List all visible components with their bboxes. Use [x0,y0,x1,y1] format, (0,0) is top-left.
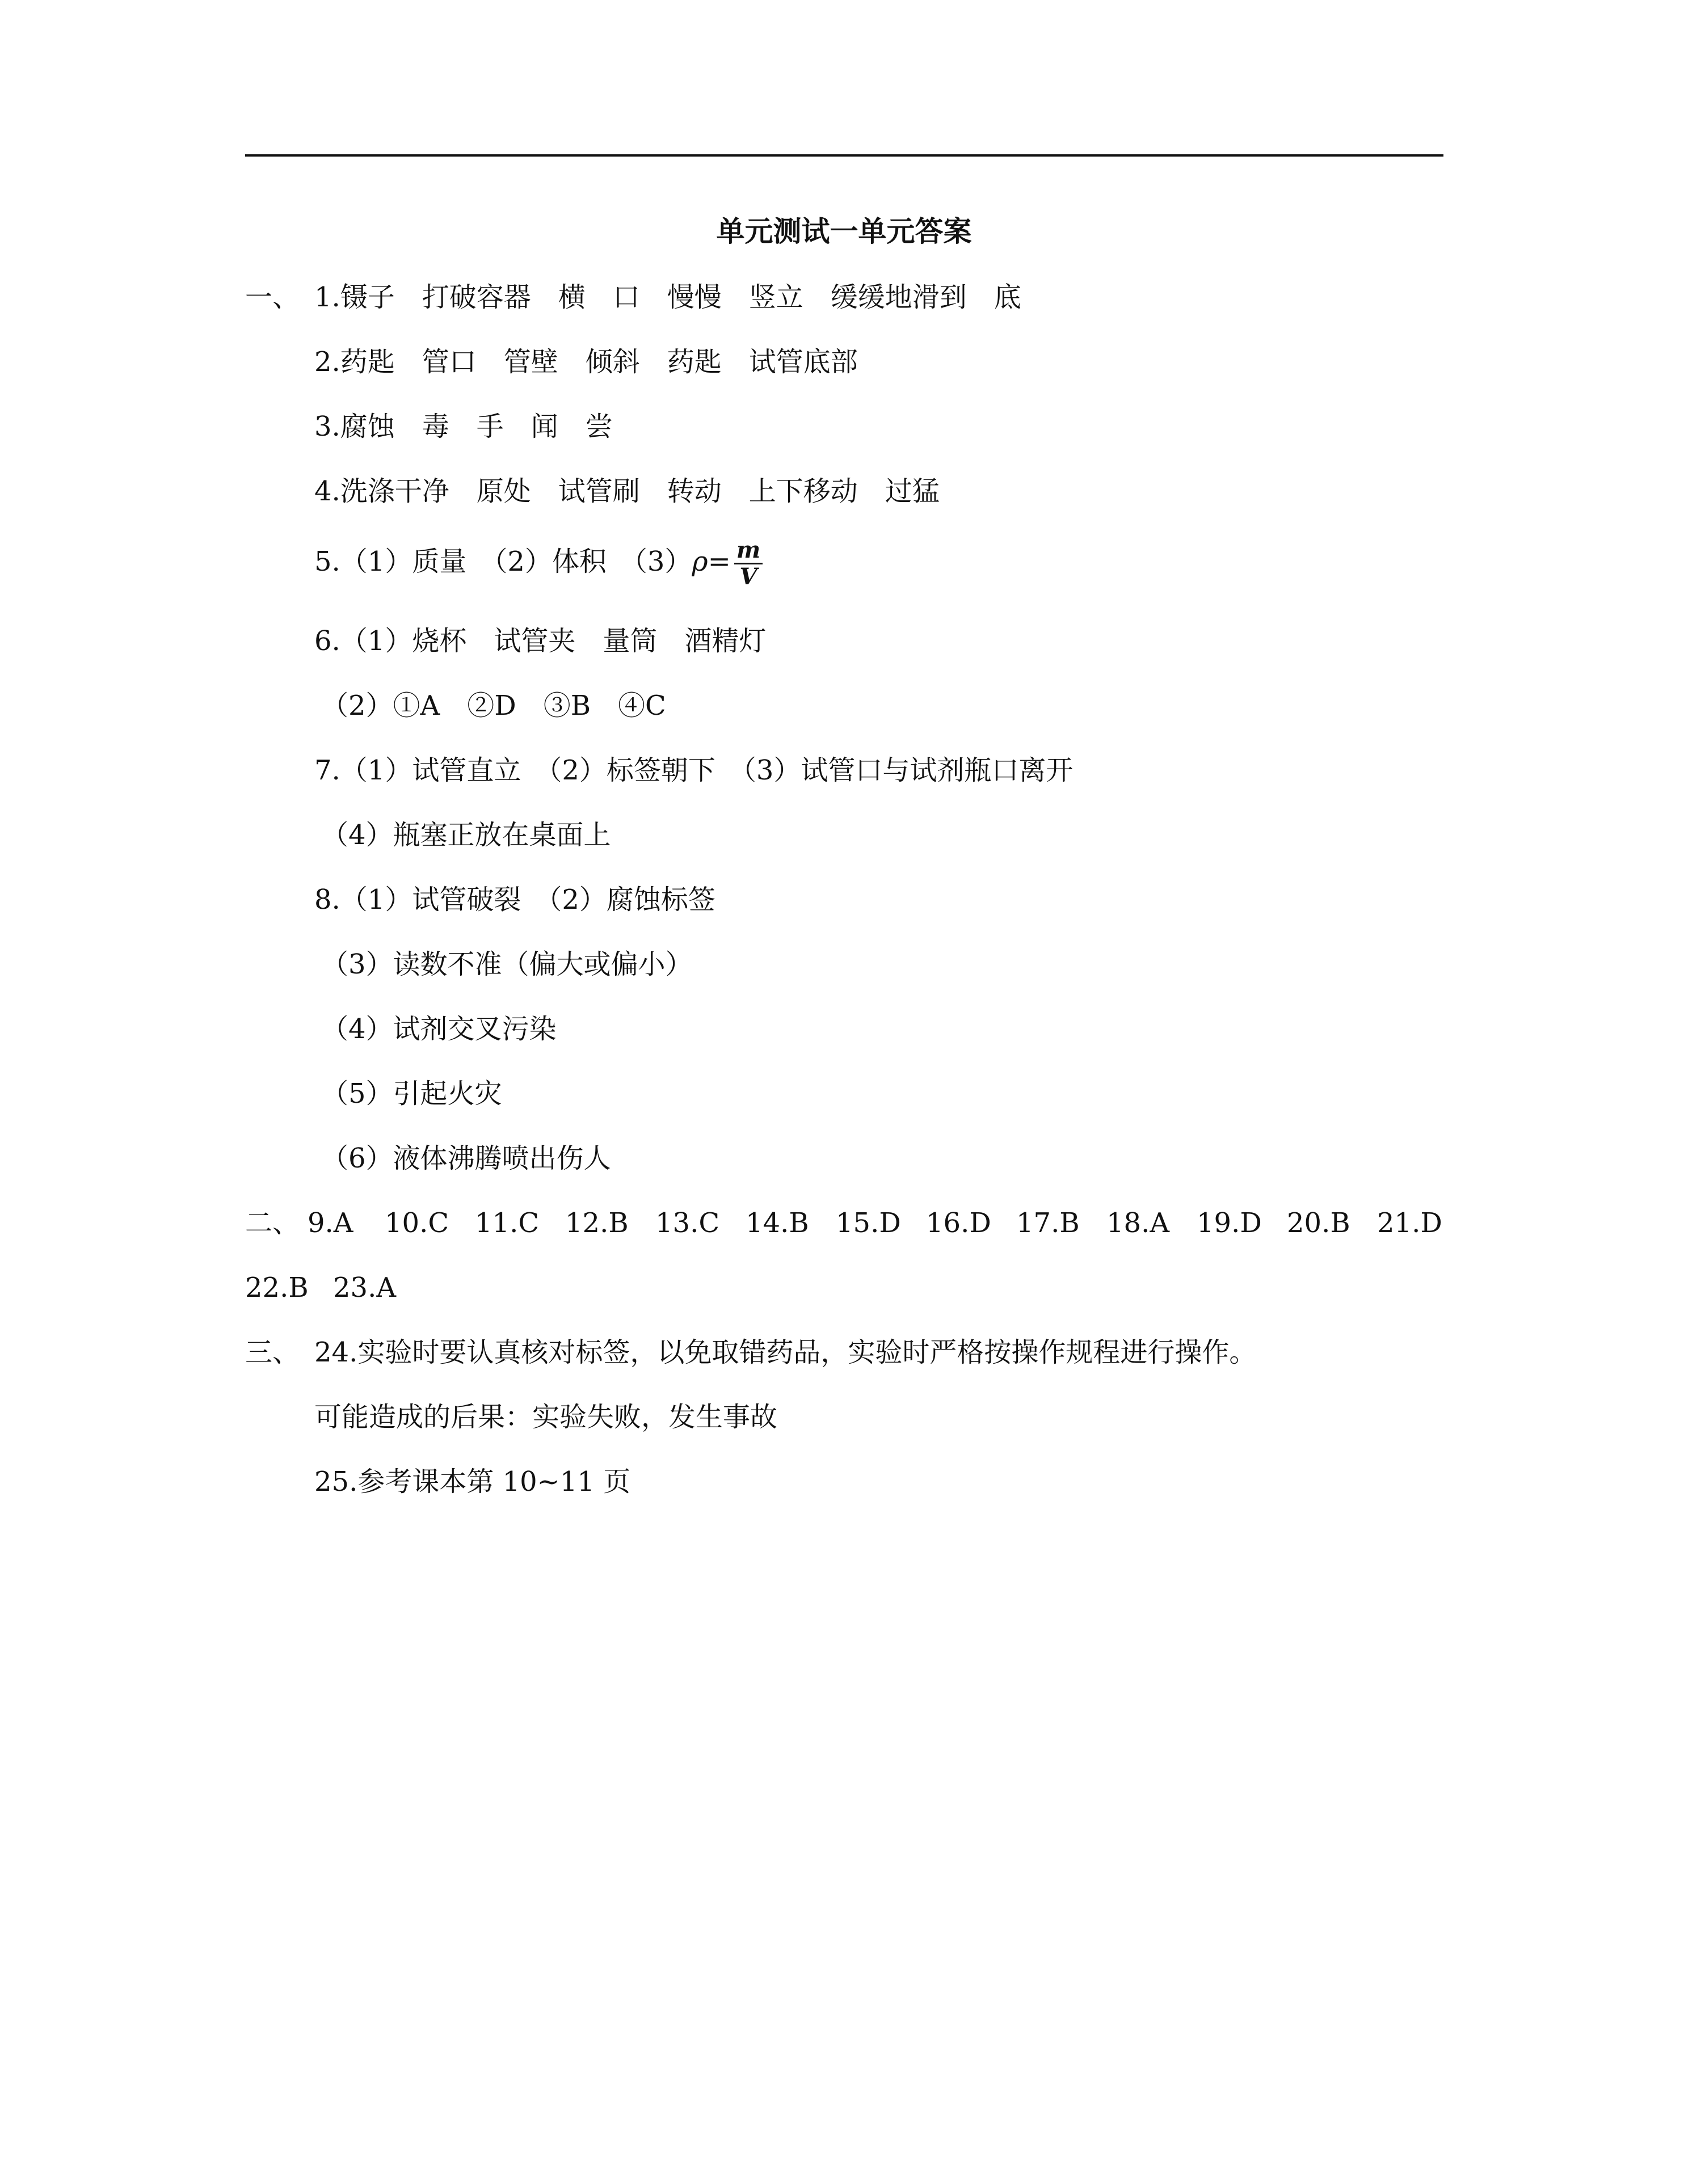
answer-line-8c: （4）试剂交叉污染 [321,1013,557,1045]
answer-text: 5.（1）质量 （2）体积 （3） [314,546,692,577]
multiple-choice-row-1 [245,1200,1443,1246]
answer-line-24a [245,1330,1256,1375]
answer-line-7b: （4）瓶塞正放在桌面上 [321,819,611,851]
answer-line-6b: （2）①A ②D ③B ④C [321,690,666,722]
multiple-choice-row-2 [245,1265,586,1310]
choice-answer: 14.B [746,1207,809,1239]
section-label: 二、 [245,1207,300,1239]
choice-answer: 9.A [308,1207,353,1239]
choice-answer: 11.C [475,1207,540,1239]
choice-answer: 15.D [836,1207,901,1239]
choice-answer: 18.A [1106,1207,1169,1239]
answer-line-1 [245,275,1021,320]
answer-line-7a: 7.（1）试管直立 （2）标签朝下 （3）试管口与试剂瓶口离开 [314,754,1074,786]
choice-answer: 22.B [245,1272,309,1304]
section-label: 一、 [245,281,300,313]
answer-line-5 [314,538,763,589]
choice-answer: 23.A [333,1272,396,1304]
choice-answer: 13.C [655,1207,720,1239]
answer-line-8a: 8.（1）试管破裂 （2）腐蚀标签 [314,884,715,916]
answer-line-6a: 6.（1）烧杯 试管夹 量筒 酒精灯 [314,625,767,657]
choice-answer: 17.B [1016,1207,1080,1239]
answer-text: 1.镊子 打破容器 横 口 慢慢 竖立 缓缓地滑到 底 [314,281,1021,313]
page-title: 单元测试一单元答案 [716,214,972,248]
choice-answer: 10.C [385,1207,449,1239]
answer-line-8d: （5）引起火灾 [321,1078,502,1110]
density-symbol: ρ [692,546,708,577]
answer-line-8b: （3）读数不准（偏大或偏小） [321,948,693,980]
answer-line-3: 3.腐蚀 毒 手 闻 尝 [314,411,613,442]
density-fraction [734,538,763,589]
section-label: 三、 [245,1336,300,1368]
answer-line-25: 25.参考课本第 10~11 页 [314,1466,631,1498]
fraction-numerator: m [734,538,763,564]
equals-sign: = [708,546,731,577]
answer-line-24b: 可能造成的后果：实验失败，发生事故 [314,1401,778,1433]
fraction-denominator: V [739,563,757,590]
choice-answer: 19.D [1197,1207,1262,1239]
choice-answer: 20.B [1287,1207,1350,1239]
choice-answer: 21.D [1377,1207,1442,1239]
answer-text: 24.实验时要认真核对标签，以免取错药品，实验时严格按操作规程进行操作。 [314,1336,1257,1368]
choice-answer: 16.D [926,1207,991,1239]
header-rule [245,154,1443,157]
answer-line-4: 4.洗涤干净 原处 试管刷 转动 上下移动 过猛 [314,475,940,507]
choice-answer: 12.B [565,1207,629,1239]
answer-line-8e: （6）液体沸腾喷出伤人 [321,1142,611,1174]
answer-line-2: 2.药匙 管口 管壁 倾斜 药匙 试管底部 [314,346,858,378]
